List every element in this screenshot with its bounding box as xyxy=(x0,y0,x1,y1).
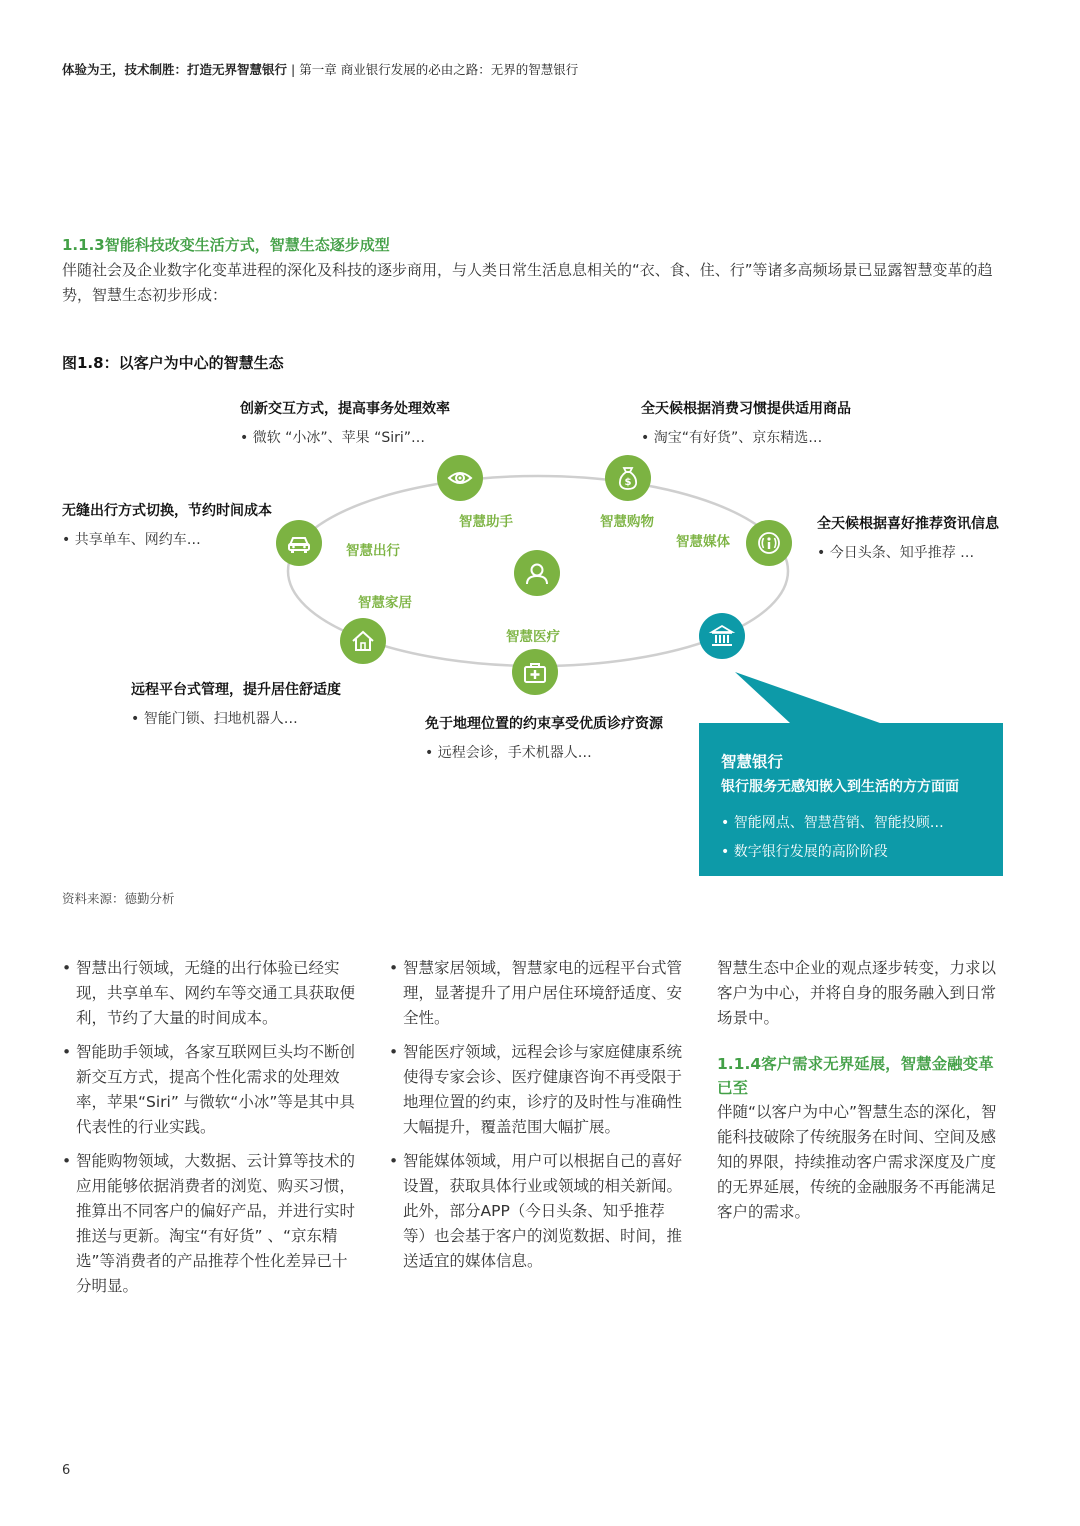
svg-text:$: $ xyxy=(624,477,632,488)
caption-medical-title: 免于地理位置的约束享受优质诊疗资源 xyxy=(425,716,663,732)
caption-media-item: • 今日头条、知乎推荐 … xyxy=(817,545,975,561)
page-number: 6 xyxy=(62,1463,71,1478)
car-icon xyxy=(276,520,322,566)
list-item: • 智能媒体领域，用户可以根据自己的喜好设置，获取具体行业或领域的相关新闻。此外，部分APP（今日头条、知乎推荐等）也会基于客户的浏览数据、时间，推送适宜的媒体信息。 xyxy=(389,1149,682,1274)
header-chapter: 第一章 商业银行发展的必由之路：无界的智慧银行 xyxy=(299,62,579,77)
caption-home-item: • 智能门锁、扫地机器人… xyxy=(131,711,298,727)
column-3-body: 伴随“以客户为中心”智慧生态的深化，智能科技破除了传统服务在时间、空间及感知的界限，持续推动客户需求深度及广度的无界延展，传统的金融服务不再能满足客户的需求。 xyxy=(717,1103,997,1221)
node-label-home: 智慧家居 xyxy=(358,595,412,611)
node-label-medical: 智慧医疗 xyxy=(506,629,560,645)
header-title: 体验为王，技术制胜：打造无界智慧银行 xyxy=(62,62,288,77)
eye-icon xyxy=(437,455,483,501)
list-item: • 智慧家居领域，智慧家电的远程平台式管理，显著提升了用户居住环境舒适度、安全性。 xyxy=(389,956,682,1031)
caption-interaction-item: • 微软 “小冰”、苹果 “Siri”… xyxy=(240,430,426,446)
node-label-media: 智慧媒体 xyxy=(676,534,730,550)
smart-bank-box xyxy=(699,723,1003,876)
section-title-114: 1.1.4客户需求无界延展，智慧金融变革已至 xyxy=(717,1055,994,1097)
smart-bank-item: • 智能网点、智慧营销、智能投顾… xyxy=(721,815,944,831)
callout-pointer xyxy=(735,672,880,723)
section-title-113: 1.1.3智能科技改变生活方式，智慧生态逐步成型 xyxy=(62,236,390,254)
info-signal-icon xyxy=(746,520,792,566)
smart-bank-item: • 数字银行发展的高阶阶段 xyxy=(721,844,888,860)
node-label-assistant: 智慧助手 xyxy=(459,514,513,530)
node-label-travel: 智慧出行 xyxy=(346,543,400,559)
list-item: • 智慧出行领域，无缝的出行体验已经实现，共享单车、网约车等交通工具获取便利，节约了大量的时间成本。 xyxy=(62,956,362,1031)
header-separator: | xyxy=(291,62,296,77)
caption-medical-item: • 远程会诊，手术机器人… xyxy=(425,745,592,761)
node-label-shopping: 智慧购物 xyxy=(600,514,654,530)
caption-home-title: 远程平台式管理，提升居住舒适度 xyxy=(131,682,341,698)
caption-media-title: 全天候根据喜好推荐资讯信息 xyxy=(817,516,999,532)
list-item: • 智能医疗领域，远程会诊与家庭健康系统使得专家会诊、医疗健康咨询不再受限于地理位置的约束，诊疗的及时性与准确性大幅提升，覆盖范围大幅扩展。 xyxy=(389,1040,682,1140)
money-bag-icon xyxy=(605,455,651,501)
smart-bank-subtitle: 银行服务无感知嵌入到生活的方方面面 xyxy=(721,779,959,795)
user-icon xyxy=(514,550,560,596)
bank-icon xyxy=(699,613,745,659)
house-icon xyxy=(340,618,386,664)
column-3-intro: 智慧生态中企业的观点逐步转变，力求以客户为中心，并将自身的服务融入到日常场景中。 xyxy=(717,959,997,1027)
section-intro: 伴随社会及企业数字化变革进程的深化及科技的逐步商用，与人类日常生活息息相关的“衣、食、住、行”等诸多高频场景已显露智慧变革的趋势，智慧生态初步形成： xyxy=(62,261,993,304)
column-1 xyxy=(62,956,362,1308)
caption-travel-item: • 共享单车、网约车… xyxy=(62,532,201,548)
column-2 xyxy=(389,956,682,1283)
medical-kit-icon xyxy=(512,649,558,695)
caption-shopping-item: • 淘宝“有好货”、京东精选… xyxy=(641,430,823,446)
figure-source: 资料来源：德勤分析 xyxy=(62,891,175,906)
list-item: • 智能购物领域，大数据、云计算等技术的应用能够依据消费者的浏览、购买习惯，推算出不同客户的偏好产品，并进行实时推送与更新。淘宝“有好货” 、“京东精选”等消费者的产品推荐个性化差异已十分明显。 xyxy=(62,1149,362,1299)
column-3 xyxy=(717,956,1009,1225)
figure-title: 图1.8：以客户为中心的智慧生态 xyxy=(62,354,284,372)
smart-bank-title: 智慧银行 xyxy=(721,753,784,771)
caption-travel-title: 无缝出行方式切换，节约时间成本 xyxy=(62,503,272,519)
caption-shopping-title: 全天候根据消费习惯提供适用商品 xyxy=(641,401,851,417)
list-item: • 智能助手领域，各家互联网巨头均不断创新交互方式，提高个性化需求的处理效率，苹果“Siri” 与微软“小冰”等是其中具代表性的行业实践。 xyxy=(62,1040,362,1140)
caption-interaction-title: 创新交互方式，提高事务处理效率 xyxy=(240,401,450,417)
